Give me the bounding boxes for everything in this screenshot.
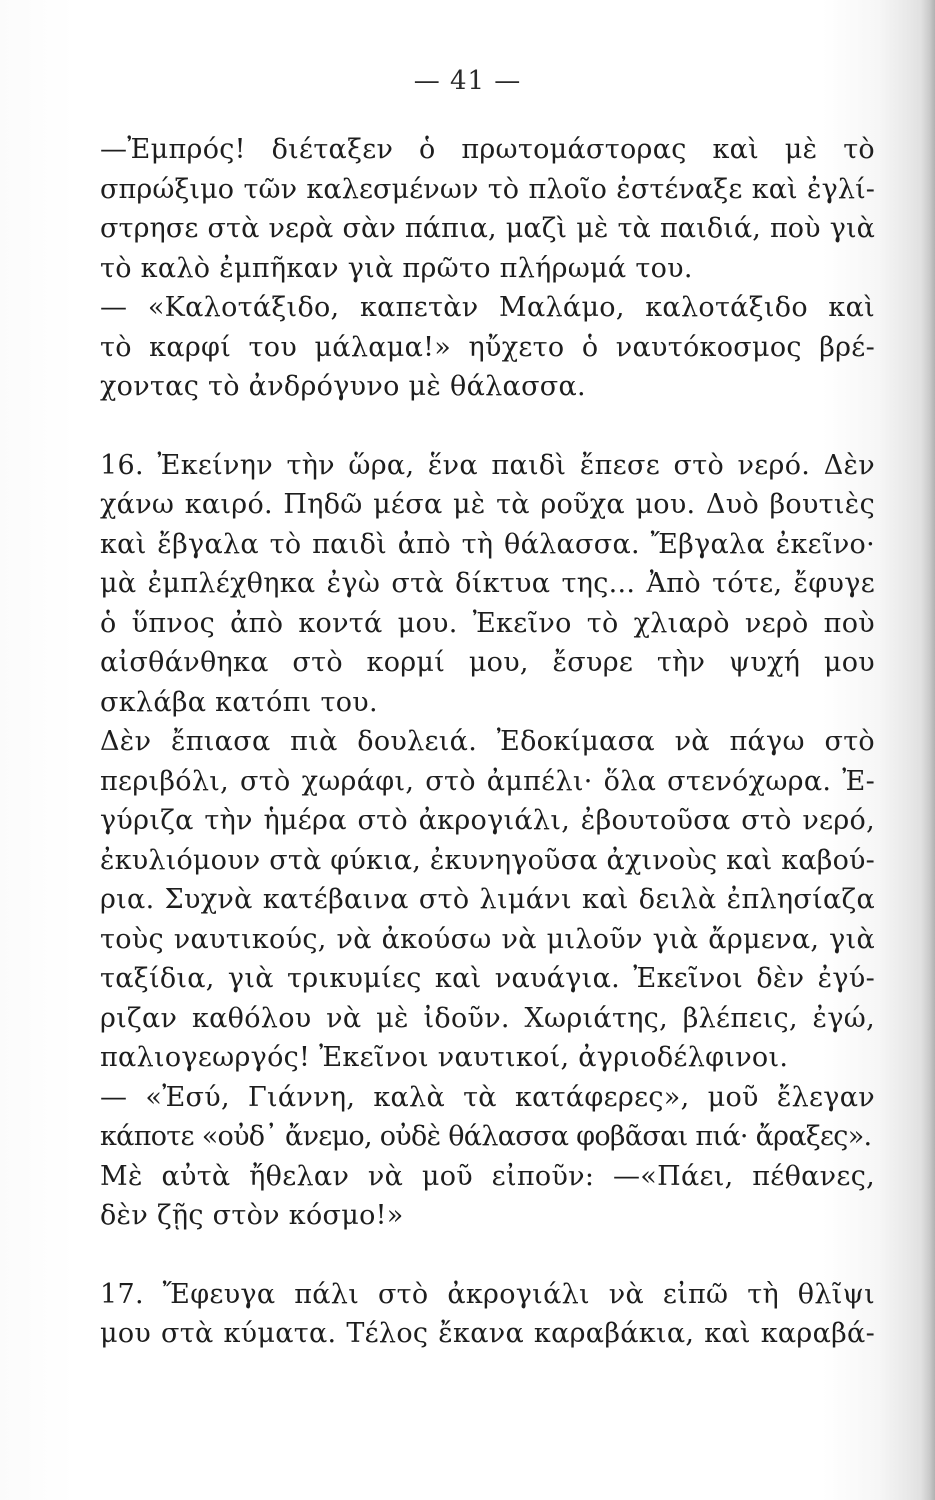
text-line: — «Καλοτάξιδο, καπετὰν Μαλάμο, καλοτάξιδο καὶ [100, 292, 875, 323]
paragraph-section-17 [100, 1275, 875, 1354]
paragraph [100, 288, 875, 407]
text-line: χοντας τὸ ἀνδρόγυνο μὲ θάλασσα. [100, 371, 586, 402]
text-line: 16. Ἐκείνην τὴν ὥρα, ἕνα παιδὶ ἔπεσε στὸ νερό. Δὲν [100, 449, 875, 481]
body-text [100, 130, 875, 1354]
text-line: ρια. Συχνὰ κατέβαινα στὸ λιμάνι καὶ δειλὰ ἐπλησίαζα [100, 884, 875, 915]
paragraph [100, 130, 875, 288]
text-line: ταξίδια, γιὰ τρικυμίες καὶ ναυάγια. Ἐκεῖνοι δὲν ἐγύ- [100, 963, 875, 994]
text-line: καὶ ἔβγαλα τὸ παιδὶ ἀπὸ τὴ θάλασσα. Ἔβγαλα ἐκεῖνο· [100, 528, 875, 560]
text-line: ὁ ὕπνος ἀπὸ κοντά μου. Ἐκεῖνο τὸ χλιαρὸ νερὸ ποὺ [100, 607, 875, 639]
paragraph [100, 1078, 875, 1157]
text-line: μου στὰ κύματα. Τέλος ἔκανα καραβάκια, καὶ καραβά- [100, 1318, 875, 1349]
text-line: σπρώξιμο τῶν καλεσμένων τὸ πλοῖο ἐστέναξε καὶ ἐγλί- [100, 173, 875, 205]
page-number: — 41 — [413, 66, 522, 96]
text-line: σκλάβα κατόπι του. [100, 686, 378, 718]
text-line: τὸ καρφί του μάλαμα!» ηὔχετο ὁ ναυτόκοσμος βρέ- [100, 331, 875, 363]
text-line: δὲν ζῇς στὸν κόσμο!» [100, 1200, 404, 1231]
text-line: χάνω καιρό. Πηδῶ μέσα μὲ τὰ ροῦχα μου. Δυὸ βουτιὲς [100, 489, 875, 520]
text-line: περιβόλι, στὸ χωράφι, στὸ ἀμπέλι· ὅλα στενόχωρα. Ἐ- [100, 765, 875, 797]
text-line: Μὲ αὐτὰ ἤθελαν νὰ μοῦ εἰποῦν: —«Πάει, πέθανες, [100, 1160, 875, 1192]
text-line: παλιογεωργός! Ἐκεῖνοι ναυτικοί, ἀγριοδέλφινοι. [100, 1042, 789, 1073]
paragraph [100, 722, 875, 1078]
text-line: —Ἐμπρός! διέταξεν ὁ πρωτομάστορας καὶ μὲ τὸ [100, 134, 875, 165]
page-edge-shadow [921, 0, 935, 1500]
text-line: ριζαν καθόλου νὰ μὲ ἰδοῦν. Χωριάτης, βλέπεις, ἐγώ, [100, 1002, 875, 1034]
text-line: αἰσθάνθηκα στὸ κορμί μου, ἔσυρε τὴν ψυχή μου [100, 647, 875, 678]
section-gap [100, 1236, 875, 1275]
text-line: γύριζα τὴν ἡμέρα στὸ ἀκρογιάλι, ἐβουτοῦσα στὸ νερό, [100, 805, 875, 836]
text-line: Δὲν ἔπιασα πιὰ δουλειά. Ἐδοκίμασα νὰ πάγω στὸ [100, 726, 875, 757]
text-line: τοὺς ναυτικούς, νὰ ἀκούσω νὰ μιλοῦν γιὰ ἄρμενα, γιὰ [100, 923, 875, 955]
text-line: τὸ καλὸ ἐμπῆκαν γιὰ πρῶτο πλήρωμά του. [100, 252, 693, 284]
text-line: ἐκυλιόμουν στὰ φύκια, ἐκυνηγοῦσα ἀχινοὺς καὶ καβού- [100, 844, 875, 876]
text-line: 17. Ἔφευγα πάλι στὸ ἀκρογιάλι νὰ εἰπῶ τὴ θλῖψι [100, 1278, 875, 1310]
text-line: μὰ ἐμπλέχθηκα ἐγὼ στὰ δίκτυα της... Ἀπὸ τότε, ἔφυγε [100, 568, 875, 599]
text-line: στρησε στὰ νερὰ σὰν πάπια, μαζὶ μὲ τὰ παιδιά, ποὺ γιὰ [100, 213, 875, 244]
text-line: — «Ἐσύ, Γιάννη, καλὰ τὰ κατάφερες», μοῦ ἔλεγαν [100, 1081, 875, 1113]
text-line: κάποτε «οὐδ᾽ ἄνεμο, οὐδὲ θάλασσα φοβᾶσαι πιά· ἄραξες». [100, 1121, 872, 1152]
section-gap [100, 407, 875, 446]
paragraph-section-16 [100, 446, 875, 723]
paragraph [100, 1157, 875, 1236]
